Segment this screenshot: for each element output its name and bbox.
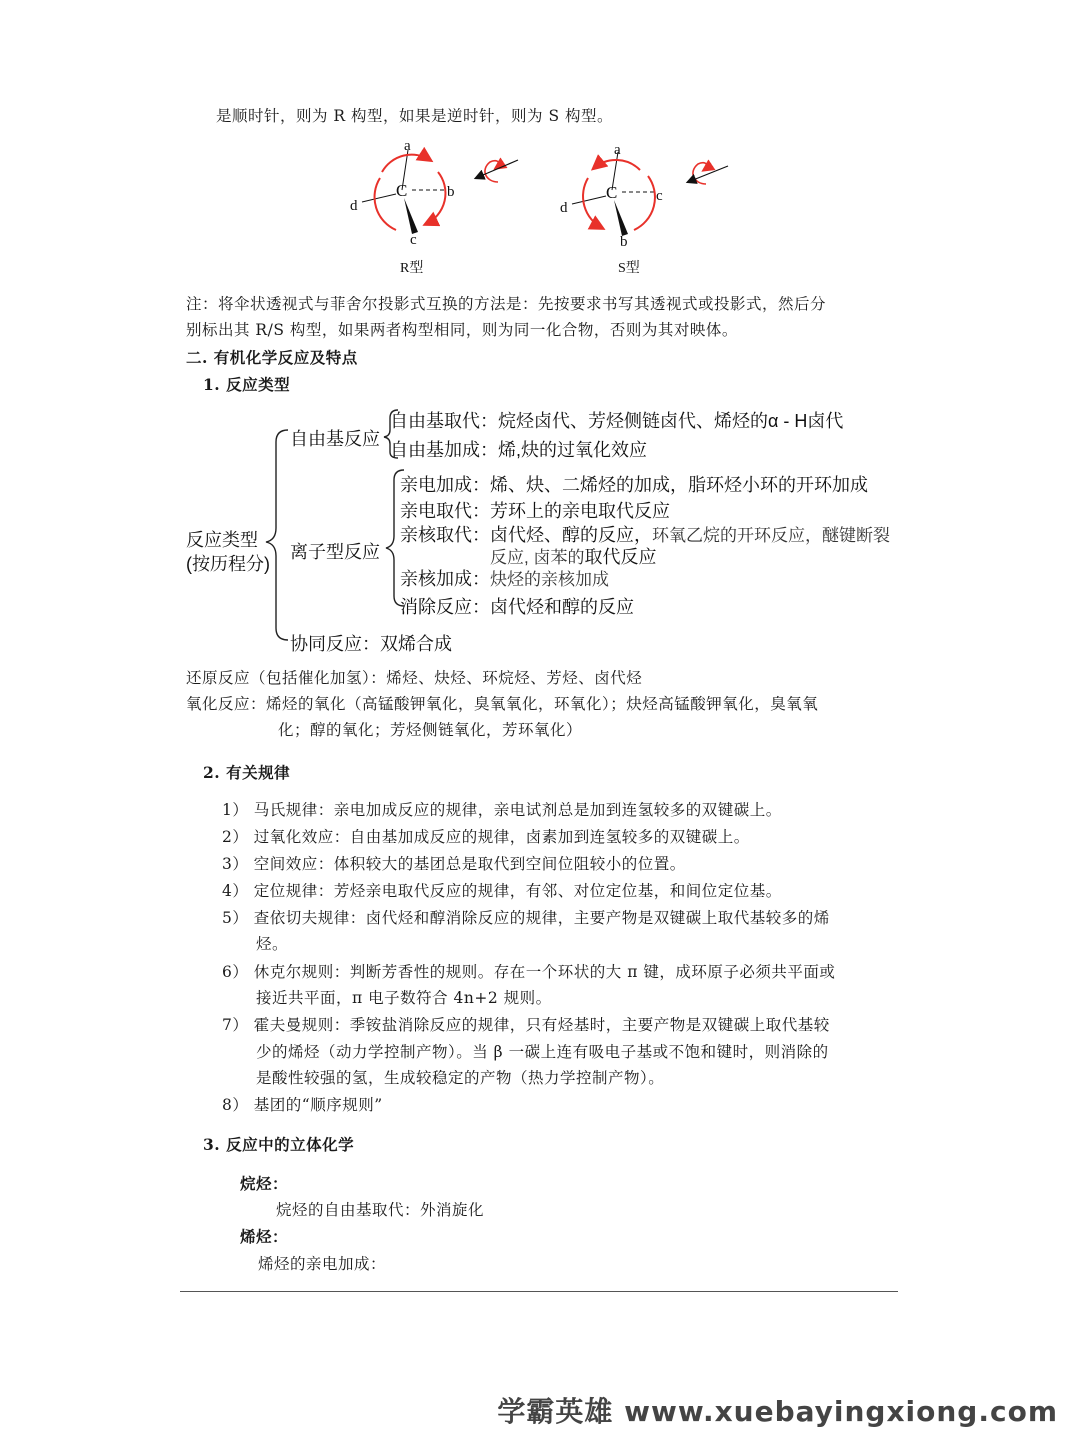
s-bottom-label: b: [620, 234, 628, 250]
oxidation-line-1: 氧化反应：烯烃的氧化（高锰酸钾氧化，臭氧氧化，环氧化）；炔烃高锰酸钾氧化，臭氧氧: [186, 695, 819, 713]
tree-root-line-1: 反应类型: [186, 530, 258, 550]
radical-addition: 自由基加成：烯,炔的过氧化效应: [390, 440, 647, 460]
rule-7-line-1: 7） 霍夫曼规则：季铵盐消除反应的规律，只有烃基时，主要产物是双键碳上取代基较: [222, 1016, 830, 1034]
s-left-label: d: [560, 200, 568, 216]
s-center-label: C: [606, 183, 618, 202]
intro-line: 是顺时针，则为 R 构型，如果是逆时针，则为 S 构型。: [216, 107, 613, 125]
s-top-label: a: [614, 142, 621, 158]
r-left-label: d: [350, 198, 358, 214]
rule-7-line-2: 少的烯烃（动力学控制产物）。当 β 一碳上连有吸电子基或不饱和键时，则消除的: [256, 1043, 829, 1061]
rule-6-line-1: 6） 休克尔规则：判断芳香性的规则。存在一个环状的大 π 键，成环原子必须共平面或: [222, 963, 836, 981]
s-right-label: c: [656, 188, 663, 204]
tree-root-line-2: (按历程分): [186, 554, 270, 574]
footer-watermark: 学霸英雄 www.xuebayingxiong.com: [497, 1395, 1058, 1428]
rule-5-line-1: 5） 查依切夫规律：卤代烃和醇消除反应的规律，主要产物是双键碳上取代基较多的烯: [222, 909, 830, 927]
nucleophilic-substitution-d: 取代反应: [584, 547, 657, 567]
r-caption: R型: [400, 261, 424, 276]
nucleophilic-substitution-b: 环氧乙烷的开环反应，醚键断裂: [652, 526, 890, 545]
elimination-reaction: 消除反应：卤代烃和醇的反应: [400, 597, 634, 617]
rule-2: 2） 过氧化效应：自由基加成反应的规律，卤素加到连氢较多的双键碳上。: [222, 828, 750, 846]
rule-1: 1） 马氏规律：亲电加成反应的规律，亲电试剂总是加到连氢较多的双键碳上。: [222, 801, 782, 819]
reduction-line: 还原反应（包括催化加氢）：烯烃、炔烃、环烷烃、芳烃、卤代烃: [186, 669, 643, 687]
section-2-title: 二. 有机化学反应及特点: [186, 348, 358, 367]
nucleophilic-addition-a: 亲核加成：: [400, 569, 490, 589]
rule-6-line-2: 接近共平面，π 电子数符合 4n+2 规则。: [256, 989, 552, 1007]
nucleophilic-addition: [400, 565, 609, 591]
r-center-label: C: [396, 181, 408, 200]
r-model: [350, 138, 518, 276]
electrophilic-substitution: 亲电取代：芳环上的亲电取代反应: [400, 501, 670, 521]
bottom-divider: [180, 1291, 898, 1292]
concerted-reaction: 协同反应：双烯合成: [290, 634, 452, 654]
alkane-heading: 烷烃：: [240, 1174, 289, 1193]
note-line-1: 注：将伞状透视式与菲舍尔投影式互换的方法是：先按要求书写其透视式或投影式，然后分: [186, 295, 827, 313]
radical-reaction-label: 自由基反应: [290, 429, 380, 449]
r-bottom-label: c: [410, 232, 417, 248]
electrophilic-addition: 亲电加成：烯、炔、二烯烃的加成，脂环烃小环的开环加成: [400, 475, 868, 495]
alkane-text: 烷烃的自由基取代：外消旋化: [276, 1201, 485, 1219]
rule-4: 4） 定位规律：芳烃亲电取代反应的规律，有邻、对位定位基，和间位定位基。: [222, 882, 782, 900]
subsection-2-title: 2. 有关规律: [203, 763, 291, 782]
rs-configuration-figure: [330, 132, 750, 282]
rule-8: 8） 基团的“顺序规则”: [222, 1096, 383, 1114]
oxidation-line-2: 化；醇的氧化；芳烃侧链氧化，芳环氧化）: [278, 721, 583, 739]
rule-7-line-3: 是酸性较强的氢，生成较稳定的产物（热力学控制产物）。: [256, 1069, 665, 1087]
nucleophilic-substitution-a: 亲核取代：卤代烃、醇的反应，: [400, 525, 652, 545]
note-line-2: 别标出其 R/S 构型，如果两者构型相同，则为同一化合物，否则为其对映体。: [186, 321, 738, 339]
radical-substitution: 自由基取代：烷烃卤代、芳烃侧链卤代、烯烃的α - H卤代: [390, 411, 844, 431]
rule-5-line-2: 烃。: [256, 935, 289, 953]
s-caption: S型: [618, 261, 640, 276]
subsection-1-title: 1. 反应类型: [203, 375, 291, 394]
r-right-label: b: [447, 184, 455, 200]
r-top-label: a: [404, 138, 411, 154]
rule-3: 3） 空间效应：体积较大的基团总是取代到空间位阻较小的位置。: [222, 855, 686, 873]
nucleophilic-substitution-c: 反应, 卤苯的: [490, 548, 585, 567]
ionic-reaction-label: 离子型反应: [290, 542, 380, 562]
alkene-heading: 烯烃：: [240, 1227, 289, 1246]
alkene-text: 烯烃的亲电加成：: [258, 1255, 387, 1273]
s-model: [560, 142, 728, 276]
subsection-3-title: 3. 反应中的立体化学: [203, 1135, 355, 1154]
nucleophilic-addition-b: 炔烃的亲核加成: [490, 570, 609, 589]
